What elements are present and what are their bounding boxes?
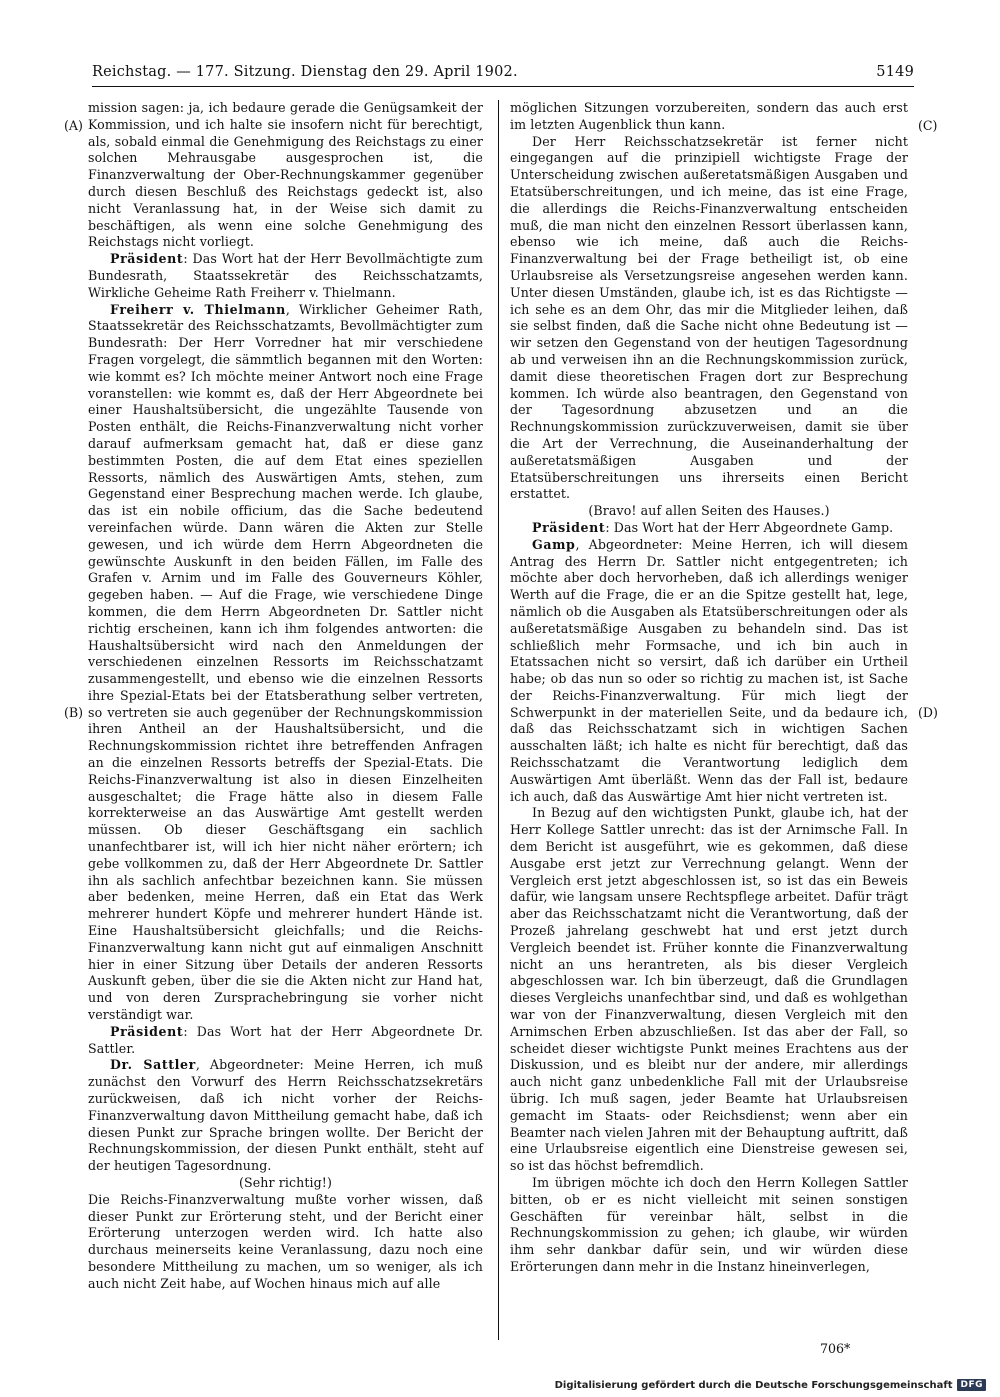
speaker-paragraph: Gamp, Abgeordneter: Meine Herren, ich will diesem Antrag des Herrn Dr. Sattler nicht entgegentreten; ich möchte aber doch hervorheben, daß ich allerdings weniger Werth auf die Frage, die er an die Spitze gestellt hat, lege, nämlich ob die Ausgaben als Etatsüberschreitungen oder als außeretatsmäßige Ausgaben zu behandeln sind. Das ist schließlich mehr Formsache, und ich bin auch in Etatssachen nicht so versirt, daß ich darüber ein Urtheil habe; ob das nun so oder so richtig zu machen ist, ist Sache der Reichs-Finanzverwaltung. Für mich liegt der Schwerpunkt in der materiellen Seite, und da bedaure ich, daß das Reichsschatzamt sich in wichtigen Sachen ausschalten läßt; ich halte es nicht für berechtigt, daß das Reichsschatzamt die Verantwortung lediglich dem Auswärtigen Amt überläßt. Wenn das der Fall ist, bedaure ich auch, daß das Auswärtige Amt hier nicht vertreten ist. (510, 536, 908, 804)
column-rule (498, 100, 499, 1340)
margin-mark-c: (C) (918, 118, 938, 133)
margin-mark-a: (A) (64, 118, 83, 133)
speaker-name: Gamp (532, 536, 576, 552)
dfg-logo-icon: DFG (957, 1379, 986, 1391)
speaker-paragraph: Dr. Sattler, Abgeordneter: Meine Herren, ich muß zunächst den Vorwurf des Herrn Reichsschatzsekretärs zurückweisen, daß ich nicht vorher der Reichs-Finanzverwaltung davon Mittheilung gemacht habe, daß ich diesen Punkt zur Sprache bringen wollte. Der Bericht der Rechnungskommission, der diesen Punkt enthält, steht auf der heutigen Tagesordnung. (88, 1057, 483, 1174)
interjection: (Bravo! auf allen Seiten des Hauses.) (588, 503, 830, 519)
speaker-name: Präsident (532, 519, 606, 535)
speaker-name: Freiherr v. Thielmann (110, 301, 286, 317)
speaker-name: Präsident (110, 251, 184, 267)
speaker-paragraph: Freiherr v. Thielmann, Wirklicher Geheimer Rath, Staatssekretär des Reichsschatzamts, Bevollmächtigter zum Bundesrath: Der Herr Vorredner hat mir verschiedene Fragen vorgelegt, die sämmtlich begannen mit den Worten: wie kommt es? Ich möchte meiner Antwort noch eine Frage voranstellen: wie kommt es, daß der Herr Abgeordnete bei einer Haushaltsübersicht, die ungezählte Tausende von Posten enthält, die Reichs-Finanzverwaltung nicht vorher darauf aufmerksam gemacht hat, daß er diese ganz bestimmten Posten, die auf dem Etat eines speziellen Ressorts, nämlich des Auswärtigen Amts, stehen, zum Gegenstand einer Besprechung machen werde. Ich glaube, das ist ein nobile officium, das die Sache bedeutend vereinfachen würde. Dann wären die Akten zur Stelle gewesen, und ich würde dem Herrn Abgeordneten die gewünschte Auskunft in den beiden Fällen, im Falle des Grafen v. Arnim und im Falle des Gouverneurs Köhler, gegeben haben. — Auf die Frage, wie verschiedene Dinge kommen, die dem Herrn Abgeordneten Dr. Sattler nicht richtig erscheinen, kann ich ihm folgendes antworten: die Haushaltsübersicht wird nach den Anmeldungen der verschiedenen einzelnen Ressorts im Reichsschatzamt zusammengestellt, und ebenso wie die einzelnen Ressorts ihre Spezial-Etats bei der Etatsberathung selber vertreten, so vertreten sie auch gegenüber der Rechnungskommission ihren Antheil an der Haushaltsübersicht, und die Rechnungskommission richtet ihre betreffenden Anfragen an die einzelnen Ressorts betreffs der Spezial-Etats. Die Reichs-Finanzverwaltung ist also in diesen Einzelheiten ausgeschaltet; die Frage hätte also in diesem Falle korrekterweise an das Auswärtige Amt gestellt werden müssen. Ob dieser Geschäftsgang ein sachlich unanfechtbarer ist, will ich hier nicht näher erörtern; ich gebe vollkommen zu, daß der Herr Abgeordnete Dr. Sattler ihn als sachlich anfechtbar bezeichnen kann. Sie müssen aber bedenken, meine Herren, daß ein Etat das Werk mehrerer hundert Köpfe und mehrerer hundert Hände ist. Eine Haushaltsübersicht gleichfalls; und die Reichs-Finanzverwaltung kann nicht gut auf einmaligen Anschnitt hier in einer Sitzung über Details der anderen Ressorts Auskunft geben, über die sie die Akten nicht zur Hand hat, und von deren Zursprachebringung sie vorher nicht verständigt war. (88, 301, 483, 1023)
paragraph: möglichen Sitzungen vorzubereiten, sondern das auch erst im letzten Augenblick thun kann. (510, 100, 908, 132)
speaker-paragraph: Präsident: Das Wort hat der Herr Abgeordnete Gamp. (532, 519, 894, 535)
margin-mark-d: (D) (918, 705, 938, 720)
speaker-name: Dr. Sattler (110, 1057, 196, 1073)
paragraph: Die Reichs-Finanzverwaltung mußte vorher wissen, daß dieser Punkt zur Erörterung steht, und der Bericht einer Erörterung unterzogen werden wird. Ich hatte also durchaus meinerseits keine Veranlassung, dazu noch eine besondere Mittheilung zu machen, um so weniger, als ich auch nicht Zeit habe, auf Wochen hinaus mich auf alle (88, 1191, 483, 1291)
interjection: (Sehr richtig!) (239, 1175, 332, 1190)
paragraph: Der Herr Reichsschatzsekretär ist ferner nicht eingegangen auf die prinzipiell wichtigste Frage der Unterscheidung zwischen außeretatsmäßigen Ausgaben und Etatsüberschreitungen, und ich meine, das ist eine Frage, die allerdings die Reichs-Finanzverwaltung entscheiden muß, die man nicht den einzelnen Ressort überlassen kann, ebenso wie ich meine, daß auch die Reichs-Finanzverwaltung bei der Frage betheiligt ist, ob eine Urlaubsreise als Versetzungsreise angesehen werden kann. Unter diesen Umständen, glaube ich, ist es das Richtigste — ich sehe es an dem Ohr, das mir die Mitglieder leihen, daß sie selbst finden, daß die Sache nicht ohne Bedeutung ist — wir setzen den Gegenstand von der heutigen Tagesordnung ab und verweisen ihn an die Rechnungskommission zurück, damit diese theoretischen Fragen dort zur Besprechung kommen. Ich würde also beantragen, den Gegenstand von der Tagesordnung abzusetzen und an die Rechnungskommission zurückzuverweisen, damit sie über die Art der Verrechnung, die Auseinanderhaltung der außeretatsmäßigen Ausgaben und der Etatsüberschreitungen uns ihrerseits einen Bericht erstattet. (510, 133, 908, 502)
funding-note: Digitalisierung gefördert durch die Deutsche Forschungsgemeinschaft (554, 1379, 953, 1391)
paragraph: Im übrigen möchte ich doch den Herrn Kollegen Sattler bitten, ob er es nicht vielleicht mit seinen sonstigen Geschäften für vereinbar hält, selbst in die Rechnungskommission zu gehen; ich glaube, wir würden ihm sehr dankbar dafür sein, und wir würden diese Erörterungen dann mehr in die Instanz hineinverlegen, (510, 1175, 908, 1274)
speaker-paragraph: Präsident: Das Wort hat der Herr Abgeordnete Dr. Sattler. (88, 1023, 483, 1056)
left-column (88, 100, 483, 1293)
paragraph: mission sagen: ja, ich bedaure gerade die Genügsamkeit der Kommission, und ich halte sie insofern nicht für berechtigt, als, sobald einmal die Genehmigung des Reichstags zu einer solchen Mehrausgabe ausgesprochen ist, die Finanzverwaltung der Ober-Rechnungskammer gegenüber durch diesen Beschluß des Reichstags gedeckt ist, also nicht Veranlassung hat, in der Weise sich damit zu beschäftigen, als wenn eine solche Genehmigung des Reichstags nicht vorliegt. (88, 100, 483, 250)
funding-footer (555, 1379, 986, 1391)
paragraph: In Bezug auf den wichtigsten Punkt, glaube ich, hat der Herr Kollege Sattler unrecht: das ist der Arnimsche Fall. In dem Bericht ist ausgeführt, wie es gekommen, daß diese Ausgabe erst jetzt zur Verrechnung gelangt. Wenn der Vergleich erst jetzt abgeschlossen ist, so ist das ein Beweis dafür, wie langsam unsere Rechtspflege arbeitet. Dafür trägt aber das Reichsschatzamt nicht die Verantwortung, daß der Prozeß jahrelang geschwebt hat und erst jetzt durch Vergleich beendet ist. Früher konnte die Finanzverwaltung nicht an uns herantreten, als bis dieser Vergleich abgeschlossen war. Ich bin überzeugt, daß die Grundlagen dieses Vergleichs unanfechtbar sind, und daß es wohlgethan war von der Finanzverwaltung, diesen Vergleich mit den Arnimschen Erben abzuschließen. Ist das aber der Fall, so scheidet dieser wichtigste Punkt meines Erachtens aus der Diskussion, und es bleibt nur der andere, mir allerdings auch nicht ganz unbedenkliche Fall mit der Urlaubsreise übrig. Ich muß sagen, jeder Beamte hat Urlaubsreisen gemacht im Staats- oder Reichsdienst; wenn aber ein Beamter nach vielen Jahren mit der Behauptung auftritt, daß eine Urlaubsreise eigentlich eine Dienstreise gewesen sei, so ist das höchst befremdlich. (510, 805, 908, 1174)
page-number: 5149 (876, 64, 914, 80)
sheet-code: 706* (820, 1341, 851, 1356)
running-title: Reichstag. — 177. Sitzung. Dienstag den 29. April 1902. (92, 64, 518, 80)
speaker-paragraph: Präsident: Das Wort hat der Herr Bevollmächtigte zum Bundesrath, Staatssekretär des Reichsschatzamts, Wirkliche Geheime Rath Freiherr v. Thielmann. (88, 251, 483, 300)
page-header (92, 64, 914, 87)
speaker-name: Präsident (110, 1023, 184, 1039)
margin-mark-b: (B) (64, 705, 84, 720)
right-column (510, 100, 908, 1276)
